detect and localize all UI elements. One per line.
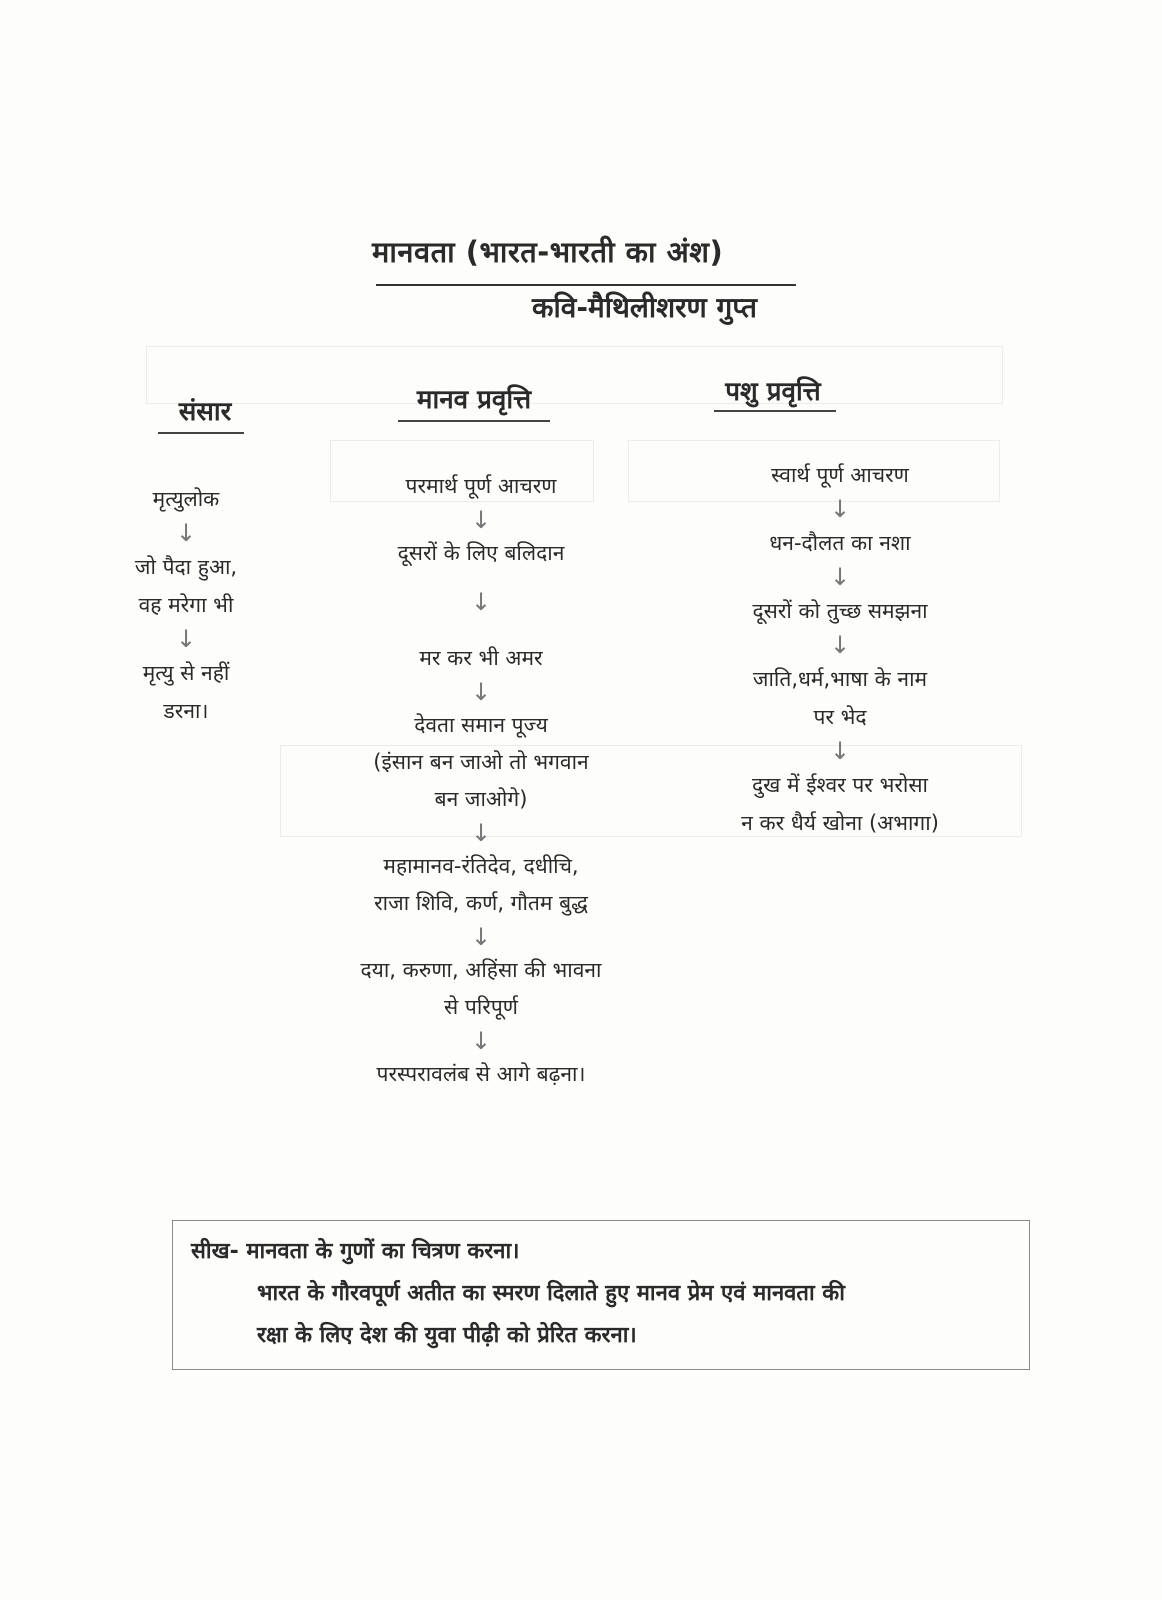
lesson-line: रक्षा के लिए देश की युवा पीढ़ी को प्रेरित करना। — [257, 1323, 637, 1348]
flow-item: परस्परावलंब से आगे बढ़ना। — [376, 1062, 586, 1086]
flow-item: जो पैदा हुआ, वह मरेगा भी — [134, 555, 238, 617]
flow-item: धन-दौलत का नशा — [769, 531, 911, 555]
flow-item: दूसरों के लिए बलिदान — [397, 541, 565, 565]
flow-item: मृत्युलोक — [152, 487, 220, 511]
flow-item: परमार्थ पूर्ण आचरण — [405, 474, 557, 498]
lesson-box — [172, 1220, 1030, 1370]
heading-underline — [158, 432, 244, 434]
down-arrow-icon: ↓ — [175, 625, 197, 653]
down-arrow-icon: ↓ — [470, 678, 492, 706]
flow-item: जाति,धर्म,भाषा के नाम पर भेद — [752, 667, 928, 729]
down-arrow-icon: ↓ — [470, 819, 492, 847]
down-arrow-icon: ↓ — [470, 588, 492, 616]
lesson-line: सीख- मानवता के गुणों का चित्रण करना। — [191, 1239, 520, 1264]
lesson-line: भारत के गौरवपूर्ण अतीत का स्मरण दिलाते हुए मानव प्रेम एवं मानवता की — [257, 1281, 845, 1306]
flow-item: देवता समान पूज्य (इंसान बन जाओ तो भगवान बन जाओगे) — [373, 713, 589, 811]
column-sansar — [96, 480, 276, 730]
down-arrow-icon: ↓ — [829, 631, 851, 659]
down-arrow-icon: ↓ — [829, 495, 851, 523]
down-arrow-icon: ↓ — [470, 506, 492, 534]
down-arrow-icon: ↓ — [829, 563, 851, 591]
heading-underline — [398, 420, 550, 422]
heading-pashu-pravritti: पशु प्रवृत्ति — [725, 377, 821, 407]
heading-manav-pravritti: मानव प्रवृत्ति — [416, 385, 532, 415]
title-underline — [376, 284, 796, 286]
flow-item: मृत्यु से नहीं डरना। — [142, 661, 230, 723]
author-line: कवि-मैथिलीशरण गुप्त — [532, 291, 757, 324]
flow-item: दया, करुणा, अहिंसा की भावना से परिपूर्ण — [360, 958, 602, 1019]
down-arrow-icon: ↓ — [470, 923, 492, 951]
flow-item: मर कर भी अमर — [419, 646, 543, 670]
down-arrow-icon: ↓ — [470, 1027, 492, 1055]
flow-item: दूसरों को तुच्छ समझना — [752, 599, 928, 623]
flow-item: महामानव-रंतिदेव, दधीचि, राजा शिवि, कर्ण, गौतम बुद्ध — [374, 854, 588, 915]
heading-sansar: संसार — [178, 397, 232, 427]
column-pashu-pravritti — [690, 456, 990, 842]
down-arrow-icon: ↓ — [175, 519, 197, 547]
down-arrow-icon: ↓ — [829, 737, 851, 765]
column-manav-pravritti — [306, 468, 656, 1093]
flow-item: स्वार्थ पूर्ण आचरण — [771, 463, 909, 487]
page-title: मानवता (भारत-भारती का अंश) — [372, 235, 724, 269]
flow-item: दुख में ईश्वर पर भरोसा न कर धैर्य खोना (अभागा) — [741, 773, 939, 835]
bleed-through-box — [146, 346, 1003, 404]
heading-underline — [714, 410, 836, 412]
